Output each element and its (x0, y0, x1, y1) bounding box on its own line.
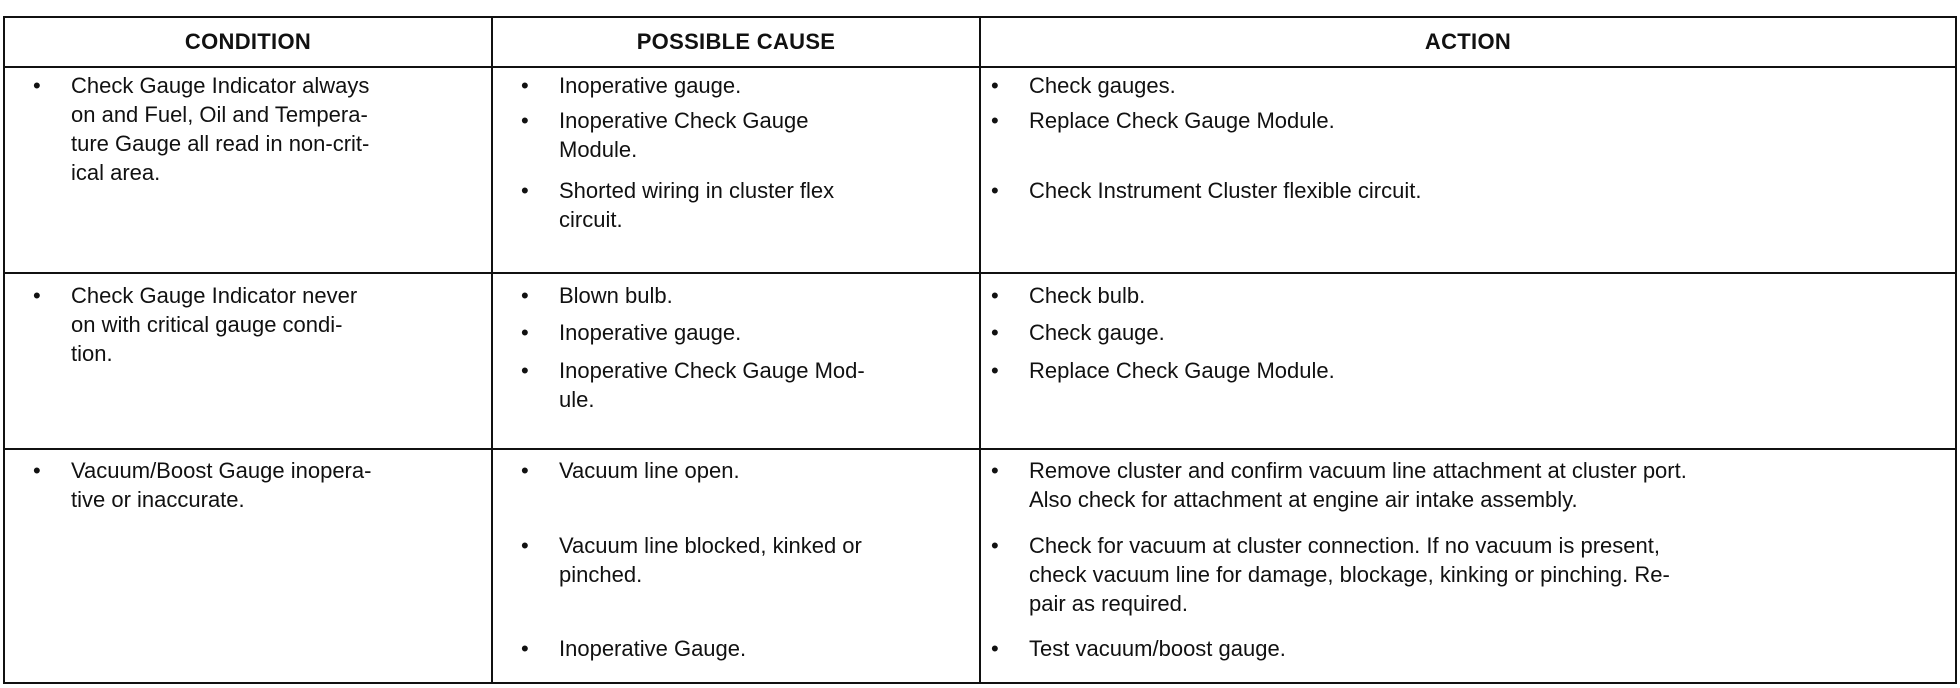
action-text: Replace Check Gauge Module. (1029, 358, 1335, 383)
condition-text: Check Gauge Indicator always on and Fuel, Oil and Tempera- ture Gauge all read in non-crit- ical area. (71, 73, 370, 185)
action-text: Check gauges. (1029, 73, 1176, 98)
cause-text: Inoperative gauge. (559, 73, 742, 98)
bullet-icon: • (33, 283, 41, 308)
bullet-icon: • (991, 283, 999, 308)
column-divider (491, 18, 493, 682)
row-divider (5, 272, 1955, 274)
bullet-icon: • (521, 283, 529, 308)
bullet-icon: • (521, 320, 529, 345)
bullet-icon: • (521, 533, 529, 558)
bullet-icon: • (991, 458, 999, 483)
bullet-icon: • (991, 73, 999, 98)
action-text: Remove cluster and confirm vacuum line attachment at cluster port. Also check for attachment at engine air intake assembly. (1029, 458, 1687, 512)
diagnosis-table (3, 16, 1957, 684)
cause-text: Blown bulb. (559, 283, 673, 308)
bullet-icon: • (991, 178, 999, 203)
bullet-icon: • (991, 320, 999, 345)
bullet-icon: • (33, 73, 41, 98)
row-divider (5, 448, 1955, 450)
condition-text: Vacuum/Boost Gauge inopera- tive or inaccurate. (71, 458, 372, 512)
bullet-icon: • (991, 108, 999, 133)
cause-text: Inoperative Check Gauge Module. (559, 108, 809, 162)
bullet-icon: • (33, 458, 41, 483)
column-divider (979, 18, 981, 682)
action-text: Test vacuum/boost gauge. (1029, 636, 1286, 661)
bullet-icon: • (991, 358, 999, 383)
bullet-icon: • (521, 636, 529, 661)
action-text: Replace Check Gauge Module. (1029, 108, 1335, 133)
cause-text: Vacuum line blocked, kinked or pinched. (559, 533, 862, 587)
condition-text: Check Gauge Indicator never on with critical gauge condi- tion. (71, 283, 358, 366)
action-text: Check bulb. (1029, 283, 1146, 308)
action-text: Check Instrument Cluster flexible circuit. (1029, 178, 1422, 203)
action-text: Check gauge. (1029, 320, 1165, 345)
cause-text: Vacuum line open. (559, 458, 740, 483)
bullet-icon: • (521, 73, 529, 98)
cause-text: Shorted wiring in cluster flex circuit. (559, 178, 835, 232)
header-action: ACTION (1424, 29, 1512, 54)
bullet-icon: • (991, 533, 999, 558)
header-possible-cause: POSSIBLE CAUSE (636, 29, 836, 54)
cause-text: Inoperative gauge. (559, 320, 742, 345)
bullet-icon: • (991, 636, 999, 661)
bullet-icon: • (521, 358, 529, 383)
header-condition: CONDITION (184, 29, 312, 54)
cause-text: Inoperative Check Gauge Mod- ule. (559, 358, 865, 412)
bullet-icon: • (521, 108, 529, 133)
cause-text: Inoperative Gauge. (559, 636, 747, 661)
action-text: Check for vacuum at cluster connection. If no vacuum is present, check vacuum line for damage, blockage, kinking or pinching. Re- pair as required. (1029, 533, 1670, 616)
bullet-icon: • (521, 178, 529, 203)
bullet-icon: • (521, 458, 529, 483)
